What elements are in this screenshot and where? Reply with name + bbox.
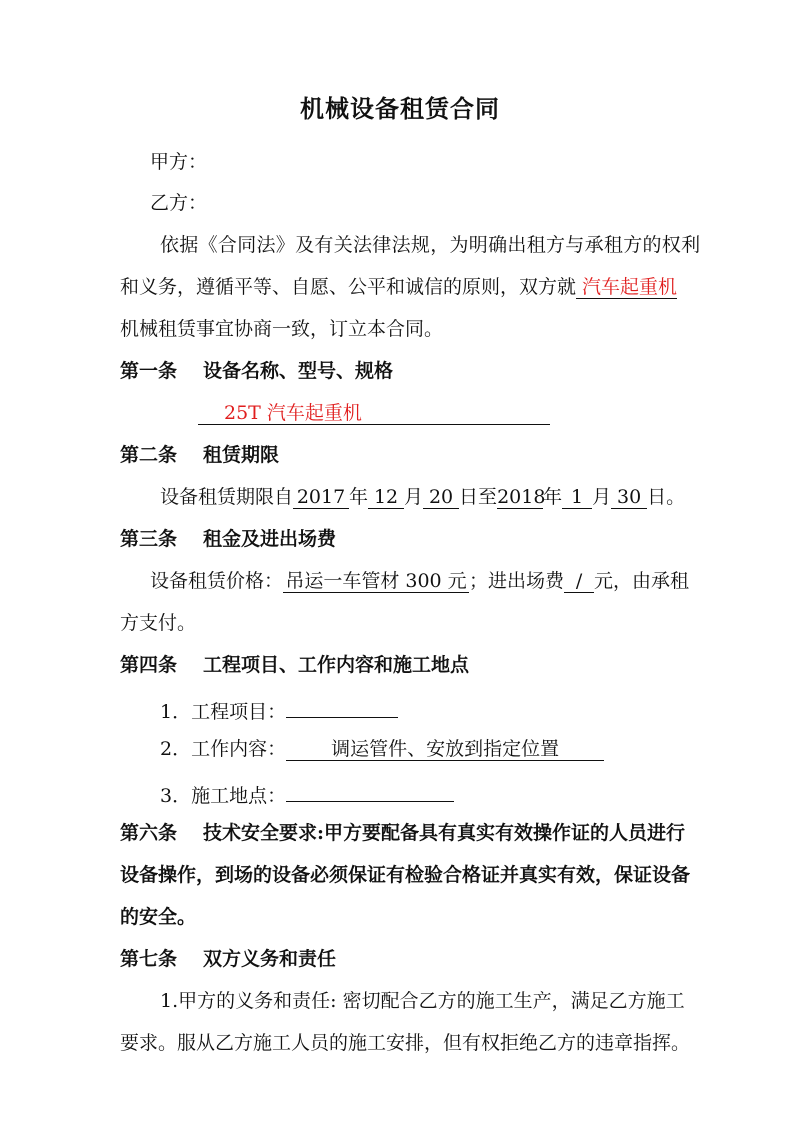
article-1-title: 设备名称、型号、规格 <box>203 360 394 382</box>
article-1-value-line <box>198 401 550 425</box>
site-location-label: 3．施工地点： <box>160 785 287 807</box>
article-3-title: 租金及进出场费 <box>203 528 337 550</box>
month-label: 月 <box>404 486 424 508</box>
article-1-value: 25T 汽车起重机 <box>224 402 362 424</box>
article-1-num: 第一条 <box>120 360 178 382</box>
intro-line-2-text: 和义务，遵循平等、自愿、公平和诚信的原则，双方就 <box>120 276 577 298</box>
article-6-line-2: 设备操作，到场的设备必须保证有检验合格证并真实有效，保证设备 <box>120 864 691 886</box>
project-value <box>286 695 398 718</box>
fee-value: / <box>564 570 594 593</box>
end-year-label: 年 <box>543 486 563 508</box>
lease-period-prefix: 设备租赁期限自 <box>160 486 294 508</box>
article-7-title: 双方义务和责任 <box>203 948 337 970</box>
start-year-value: 2017 <box>293 486 349 509</box>
fee-label: ；进出场费 <box>469 570 565 592</box>
day-to-label: 日至 <box>459 486 498 508</box>
party-a-label: 甲方： <box>150 151 208 173</box>
intro-line-2 <box>120 275 677 299</box>
article-2-num: 第二条 <box>120 444 178 466</box>
rental-price-line-2: 方支付。 <box>120 612 197 634</box>
lease-period-line <box>160 485 685 509</box>
article-7-heading <box>120 947 336 971</box>
intro-equipment-field <box>576 276 677 299</box>
article-4-num: 第四条 <box>120 654 178 676</box>
article-6-num: 第六条 <box>120 822 178 844</box>
intro-line-3: 机械租赁事宜协商一致，订立本合同。 <box>120 318 444 340</box>
article-6-line-1 <box>120 821 685 845</box>
work-content-label: 2．工作内容： <box>160 738 287 760</box>
article-4-title: 工程项目、工作内容和施工地点 <box>203 654 470 676</box>
site-location-value <box>286 779 454 802</box>
price-label: 设备租赁价格： <box>150 570 284 592</box>
end-year-value: 2018 <box>497 486 546 508</box>
contract-title: 机械设备租赁合同 <box>300 94 500 123</box>
article-2-title: 租赁期限 <box>203 444 280 466</box>
end-label: 日。 <box>647 486 686 508</box>
project-item <box>160 695 398 724</box>
end-month-label: 月 <box>592 486 612 508</box>
intro-equipment-value: 汽车起重机 <box>582 276 678 298</box>
price-value: 吊运一车管材 300 元 <box>283 570 469 593</box>
start-month-value: 12 <box>368 486 404 509</box>
article-7-line-1: 1.甲方的义务和责任: 密切配合乙方的施工生产，满足乙方施工 <box>160 990 685 1012</box>
fee-suffix: 元，由承租 <box>594 570 690 592</box>
party-b-label: 乙方： <box>150 192 208 214</box>
article-1-value-field <box>198 402 550 425</box>
article-7-num: 第七条 <box>120 948 178 970</box>
article-6-title: 技术安全要求: <box>203 822 325 844</box>
article-6-text-1: 甲方要配备具有真实有效操作证的人员进行 <box>324 822 686 844</box>
start-day-value: 20 <box>423 486 459 509</box>
article-4-heading <box>120 653 469 677</box>
intro-line-1: 依据《合同法》及有关法律法规，为明确出租方与承租方的权利 <box>160 234 701 256</box>
article-2-heading <box>120 443 279 467</box>
rental-price-line <box>150 569 689 593</box>
site-location-item <box>160 779 454 808</box>
work-content-item <box>160 737 604 761</box>
article-6-line-3: 的安全。 <box>120 906 197 928</box>
work-content-value: 调运管件、安放到指定位置 <box>286 738 604 761</box>
project-label: 1．工程项目： <box>160 701 287 723</box>
end-month-value: 1 <box>562 486 592 509</box>
article-1-heading <box>120 359 393 383</box>
article-7-line-2: 要求。服从乙方施工人员的施工安排，但有权拒绝乙方的违章指挥。 <box>120 1032 691 1054</box>
year-label: 年 <box>349 486 369 508</box>
end-day-value: 30 <box>611 486 647 509</box>
article-3-heading <box>120 527 336 551</box>
article-3-num: 第三条 <box>120 528 178 550</box>
